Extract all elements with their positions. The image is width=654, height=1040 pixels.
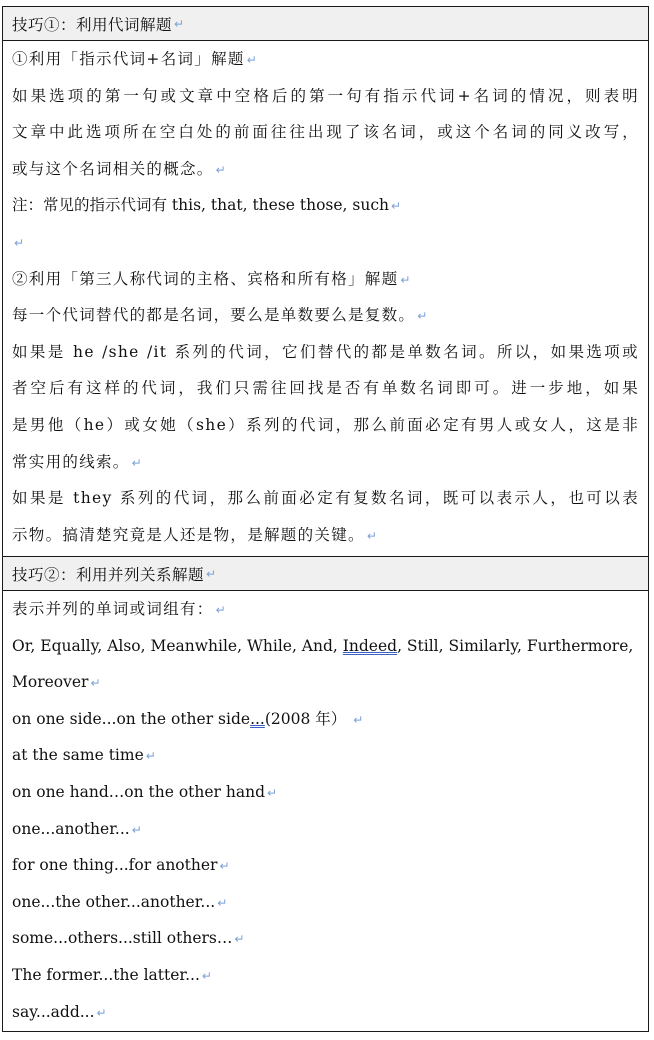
phrase-line: say...add... ↵: [12, 1002, 107, 1021]
return-mark-icon: ↵: [246, 53, 259, 67]
connector-list-line: Moreover ↵: [12, 673, 101, 692]
paragraph-line: 如果是 they 系列的代词，那么前面必定有复数名词，既可以表示人，也可以表: [12, 489, 639, 508]
section-2-body: [3, 591, 648, 1031]
section-1-title: 技巧①：利用代词解题: [12, 15, 173, 34]
paragraph-line: 如果选项的第一句或文章中空格后的第一句有指示代词+名词的情况，则表明: [12, 86, 639, 105]
phrase-line: The former...the latter... ↵: [12, 965, 212, 984]
return-mark-icon: ↵: [201, 968, 212, 983]
return-mark-icon: ↵: [234, 932, 245, 947]
return-mark-icon: ↵: [90, 676, 101, 691]
connector-list-line: Or, Equally, Also, Meanwhile, While, And, Indeed, Still, Similarly, Furthermore,: [12, 636, 634, 655]
return-mark-icon: ↵: [145, 749, 156, 764]
return-mark-icon: ↵: [366, 528, 379, 543]
phrase-line: some...others...still others… ↵: [12, 929, 245, 948]
phrase-line: one...the other...another... ↵: [12, 892, 228, 911]
return-mark-icon: ↵: [96, 1005, 107, 1020]
paragraph-line: ②利用「第三人称代词的主格、宾格和所有格」解题 ↵: [12, 269, 412, 288]
return-mark-icon: ↵: [417, 309, 429, 324]
paragraph-line: 文章中此选项所在空白处的前面往往出现了该名词，或这个名词的同义改写，: [12, 123, 639, 142]
phrase-line: on one hand…on the other hand ↵: [12, 782, 278, 801]
paragraph-line: 者空后有这样的代词，我们只需往回找是否有单数名词即可。进一步地，如果: [12, 379, 639, 398]
paragraph-line: 如果是 he /she /it 系列的代词，它们替代的都是单数名词。所以，如果选项或: [12, 342, 639, 361]
paragraph-line: 或与这个名词相关的概念。 ↵: [12, 159, 227, 178]
paragraph-line: 示物。搞清楚究竟是人还是物，是解题的关键。 ↵: [12, 525, 379, 544]
paragraph-line: 是男他（he）或女她（she）系列的代词，那么前面必定有男人或女人，这是非: [12, 415, 639, 434]
section-1-header: [3, 7, 648, 41]
return-mark-icon: ↵: [353, 712, 364, 727]
underlined-ellipsis: ...: [250, 709, 265, 728]
underlined-word: Indeed: [342, 636, 398, 655]
paragraph-line: 表示并列的单词或词组有： ↵: [12, 600, 227, 618]
return-mark-icon: ↵: [174, 16, 185, 31]
phrase-line: at the same time ↵: [12, 746, 156, 765]
section-1-body: [3, 41, 648, 557]
section-2-header: [3, 557, 648, 591]
return-mark-icon: ↵: [131, 455, 143, 470]
return-mark-icon: ↵: [206, 566, 217, 581]
phrase-line: for one thing...for another ↵: [12, 856, 230, 875]
return-mark-icon: ↵: [217, 895, 228, 910]
section-2-title: 技巧②：利用并列关系解题: [12, 565, 205, 584]
document-table: [2, 6, 649, 1032]
phrase-line: one...another... ↵: [12, 819, 142, 838]
paragraph-line: 每一个代词替代的都是名词，要么是单数要么是复数。 ↵: [12, 306, 429, 325]
return-mark-icon: ↵: [215, 162, 227, 177]
paragraph-line: 常实用的线索。 ↵: [12, 452, 143, 471]
return-mark-icon: ↵: [215, 603, 227, 617]
return-mark-icon: ↵: [391, 199, 402, 214]
return-mark-icon: ↵: [14, 235, 25, 250]
return-mark-icon: ↵: [131, 822, 142, 837]
empty-line: [12, 224, 639, 261]
paragraph-line: 注：常见的指示代词有 this, that, these those, such ↵: [12, 196, 402, 215]
return-mark-icon: ↵: [400, 272, 412, 287]
return-mark-icon: ↵: [219, 859, 230, 874]
phrase-line: on one side...on the other side...(2008 年） ↵: [12, 709, 364, 728]
return-mark-icon: ↵: [267, 785, 278, 800]
paragraph-line: ①利用「指示代词+名词」解题 ↵: [12, 50, 259, 68]
